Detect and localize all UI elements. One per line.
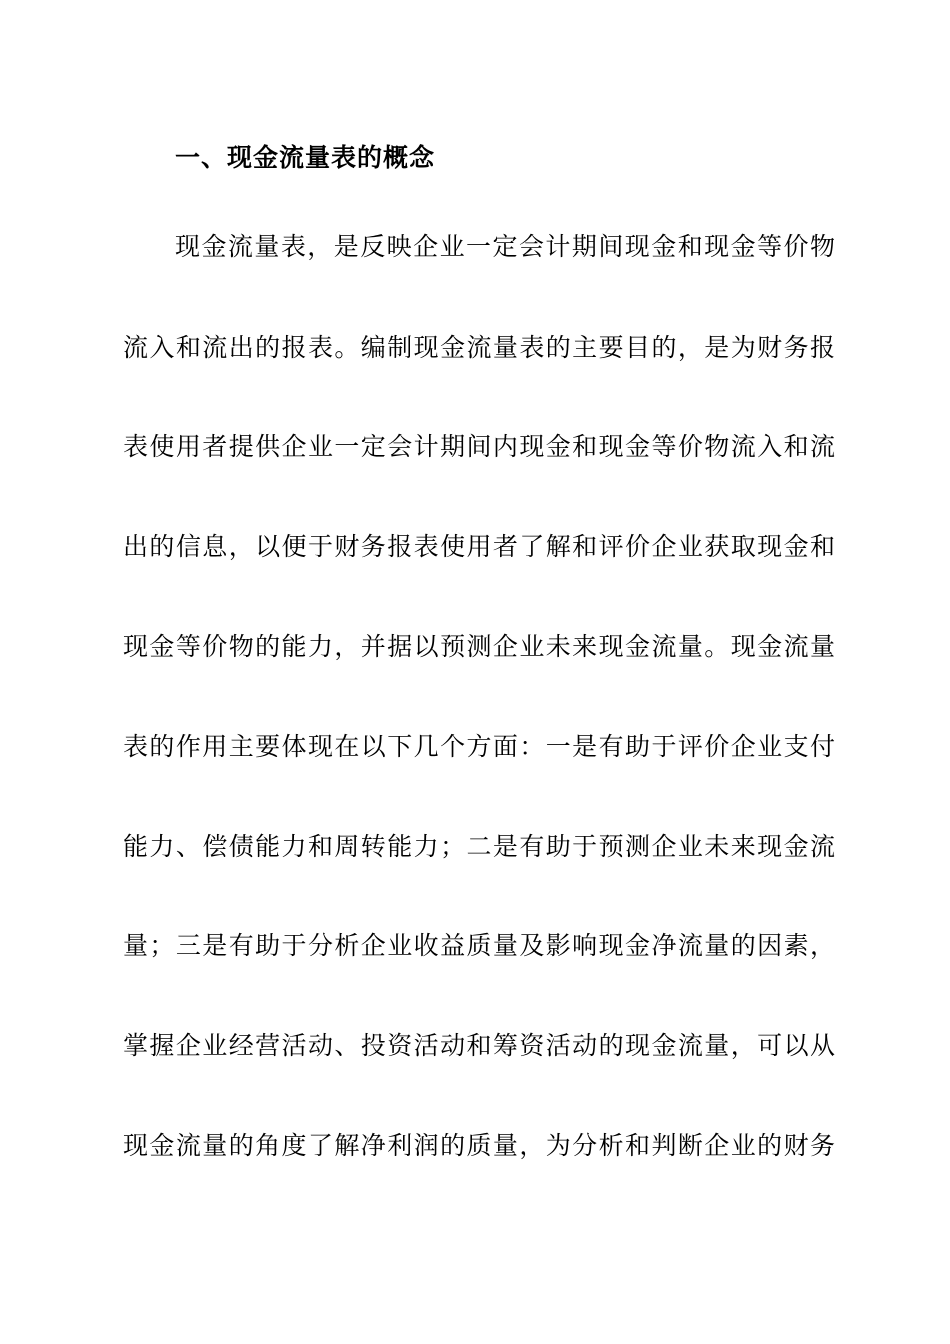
paragraph-line: 现金流量表，是反映企业一定会计期间现金和现金等价物 (175, 232, 835, 261)
paragraph-line: 能力、偿债能力和周转能力；二是有助于预测企业未来现金流 (123, 832, 835, 861)
paragraph-line: 量；三是有助于分析企业收益质量及影响现金净流量的因素， (123, 931, 835, 960)
paragraph-line: 表的作用主要体现在以下几个方面：一是有助于评价企业支付 (123, 732, 835, 761)
paragraph-line: 掌握企业经营活动、投资活动和筹资活动的现金流量，可以从 (123, 1031, 835, 1060)
paragraph-line: 现金流量的角度了解净利润的质量，为分析和判断企业的财务 (123, 1131, 835, 1160)
paragraph-line: 流入和流出的报表。编制现金流量表的主要目的，是为财务报 (123, 333, 835, 362)
paragraph-line: 表使用者提供企业一定会计期间内现金和现金等价物流入和流 (123, 432, 835, 461)
paragraph-line: 出的信息，以便于财务报表使用者了解和评价企业获取现金和 (123, 532, 835, 561)
section-heading: 一、现金流量表的概念 (175, 143, 436, 172)
paragraph-line: 现金等价物的能力，并据以预测企业未来现金流量。现金流量 (123, 632, 835, 661)
